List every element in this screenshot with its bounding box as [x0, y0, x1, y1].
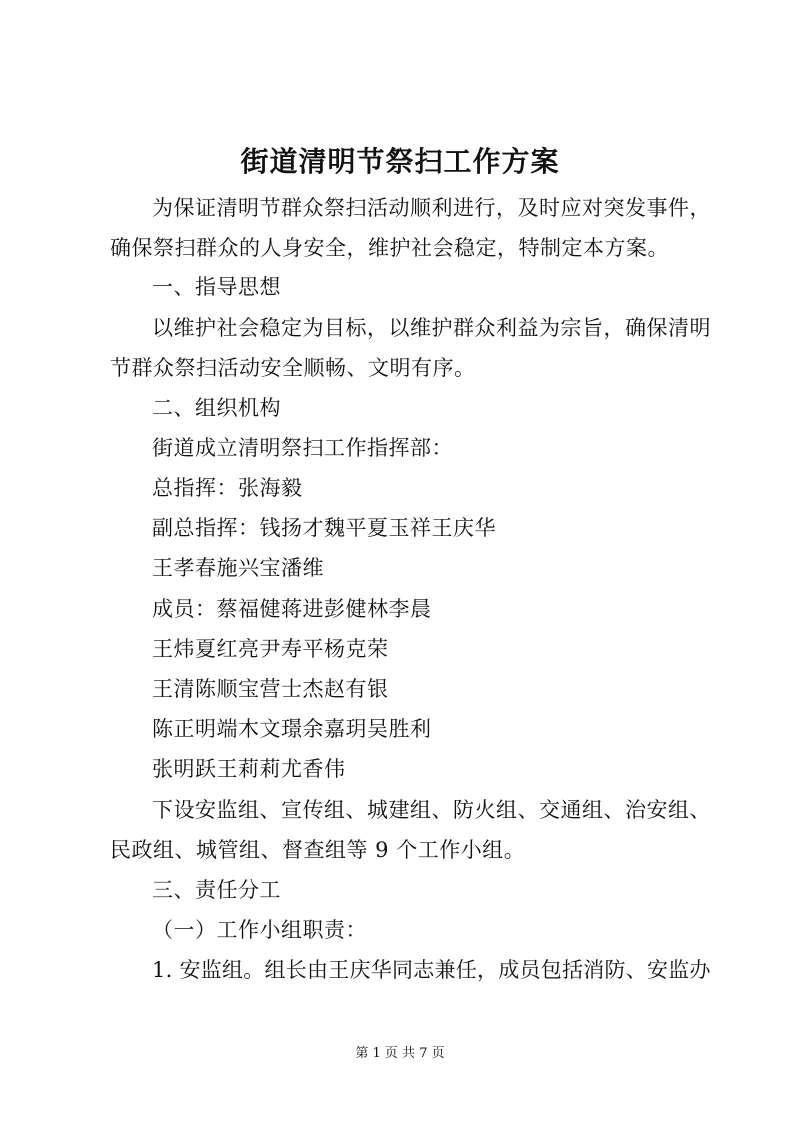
members-line-2: 王炜夏红亮尹寿平杨克荣 [152, 637, 389, 661]
subsection-heading-1: （一）工作小组职责： [152, 918, 367, 942]
deputy-commander-line: 副总指挥：钱扬才魏平夏玉祥王庆华 [152, 516, 496, 540]
body-line-4: 节群众祭扫活动安全顺畅、文明有序。 [110, 356, 476, 380]
section-heading-3: 三、责任分工 [152, 878, 281, 902]
body-line-1: 为保证清明节群众祭扫活动顺利进行，及时应对突发事件， [152, 196, 711, 220]
members-line-4: 陈正明端木文璟余嘉玥吴胜利 [152, 717, 432, 741]
body-line-8: 1. 安监组。组长由王庆华同志兼任，成员包括消防、安监办 [152, 958, 711, 982]
body-line-5: 街道成立清明祭扫工作指挥部： [152, 436, 453, 460]
document-title: 街道清明节祭扫工作方案 [240, 145, 560, 178]
commander-line: 总指挥：张海毅 [152, 476, 303, 500]
section-heading-2: 二、组织机构 [152, 396, 281, 420]
members-line-5: 张明跃王莉莉尤香伟 [152, 757, 346, 781]
deputy-commander-line-2: 王孝春施兴宝潘维 [152, 556, 324, 580]
section-heading-1: 一、指导思想 [152, 275, 281, 299]
body-line-6: 下设安监组、宣传组、城建组、防火组、交通组、治安组、 [152, 798, 711, 822]
members-line-3: 王清陈顺宝营士杰赵有银 [152, 677, 389, 701]
body-line-2: 确保祭扫群众的人身安全，维护社会稳定，特制定本方案。 [110, 236, 669, 260]
body-line-3: 以维护社会稳定为目标，以维护群众利益为宗旨，确保清明 [152, 316, 711, 340]
body-line-7: 民政组、城管组、督查组等 9 个工作小组。 [110, 838, 526, 862]
members-line-1: 成员：蔡福健蒋进彭健林李晨 [152, 597, 432, 621]
page-footer: 第 1 页 共 7 页 [355, 1046, 445, 1061]
